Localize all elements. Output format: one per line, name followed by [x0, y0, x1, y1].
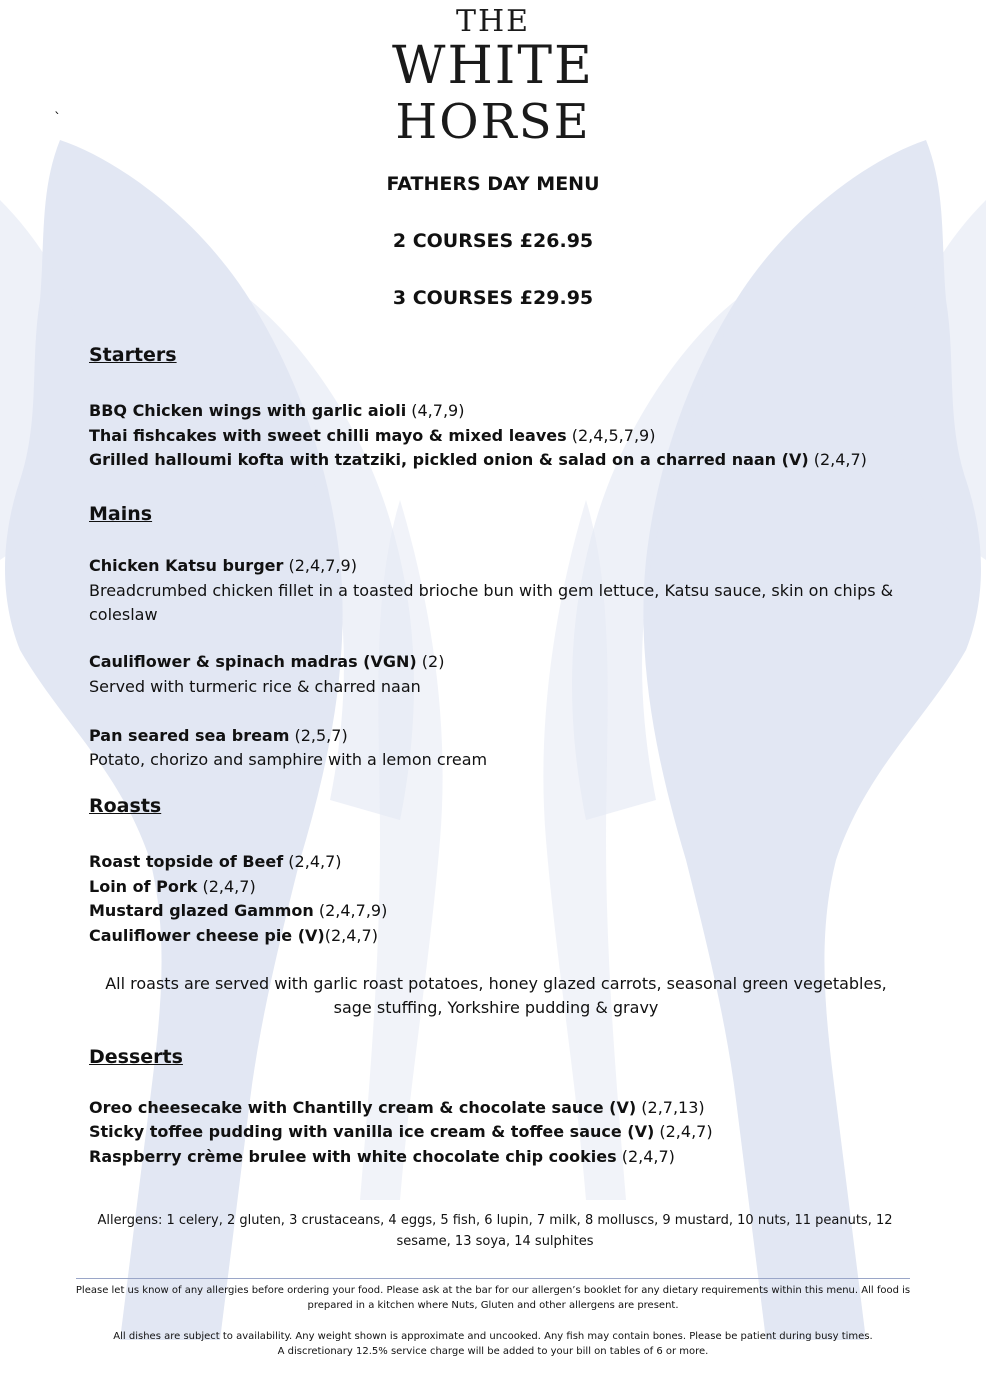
menu-title: FATHERS DAY MENU	[386, 173, 600, 195]
item-name: Cauliflower cheese pie (V)	[89, 926, 325, 945]
roasts-note: All roasts are served with garlic roast potatoes, honey glazed carrots, seasonal green vegetables, sage stuffing, Yorkshire pudding & gravy	[105, 974, 887, 1017]
item-allergens: (2,4,7)	[197, 877, 256, 896]
service-charge-notice: A discretionary 12.5% service charge will be added to your bill on tables of 6 or more.	[277, 1346, 709, 1357]
item-description: Served with turmeric rice & charred naan	[89, 677, 421, 696]
item-name: Pan seared sea bream	[89, 726, 290, 745]
item-name: Mustard glazed Gammon	[89, 901, 314, 920]
section-heading-roasts: Roasts	[89, 795, 162, 817]
menu-item	[89, 650, 444, 674]
menu-item	[89, 424, 655, 448]
allergens-key: Allergens: 1 celery, 2 gluten, 3 crustaceans, 4 eggs, 5 fish, 6 lupin, 7 milk, 8 molluscs, 9 mustard, 10 nuts, 11 peanuts, 12 sesame, 13 soya, 14 sulphites	[97, 1213, 893, 1249]
section-heading-starters: Starters	[89, 344, 177, 366]
item-name: Loin of Pork	[89, 877, 198, 896]
item-name: Roast topside of Beef	[89, 852, 284, 871]
item-allergens: (4,7,9)	[406, 401, 465, 420]
section-heading-mains: Mains	[89, 503, 153, 525]
item-name: Sticky toffee pudding with vanilla ice cream & toffee sauce (V)	[89, 1122, 655, 1141]
item-name: Grilled halloumi kofta with tzatziki, pickled onion & salad on a charred naan (V)	[89, 450, 809, 469]
price-three-courses: 3 COURSES £29.95	[392, 287, 594, 309]
item-name: Chicken Katsu burger	[89, 556, 284, 575]
section-heading-desserts: Desserts	[89, 1046, 183, 1068]
availability-notice: All dishes are subject to availability. Any weight shown is approximate and uncooked. Any fish may contain bones. Please be patient during busy times.	[113, 1331, 873, 1342]
menu-item	[89, 1120, 713, 1144]
menu-item	[89, 850, 342, 874]
item-description: Breadcrumbed chicken fillet in a toasted brioche bun with gem lettuce, Katsu sauce, skin on chips & coleslaw	[89, 581, 894, 624]
item-name: Thai fishcakes with sweet chilli mayo & mixed leaves	[89, 426, 567, 445]
allergy-notice: Please let us know of any allergies before ordering your food. Please ask at the bar for our allergen’s booklet for any dietary requirements within this menu. All food is prepared in a kitchen where Nuts, Gluten and other allergens are present.	[75, 1285, 911, 1311]
item-name: Cauliflower & spinach madras (VGN)	[89, 652, 417, 671]
menu-item	[89, 924, 378, 948]
logo-line-the: THE	[455, 4, 531, 39]
menu-item	[89, 399, 464, 423]
item-allergens: (2,4,7,9)	[283, 556, 357, 575]
price-two-courses: 2 COURSES £26.95	[392, 230, 594, 252]
item-name: BBQ Chicken wings with garlic aioli	[89, 401, 407, 420]
item-allergens: (2,5,7)	[289, 726, 348, 745]
menu-item	[89, 875, 256, 899]
menu-item	[89, 1096, 705, 1120]
item-allergens: (2,4,7)	[808, 450, 867, 469]
item-allergens: (2)	[416, 652, 445, 671]
logo-line-white: WHITE	[392, 36, 594, 96]
menu-item	[89, 1145, 675, 1169]
item-description: Potato, chorizo and samphire with a lemon cream	[89, 750, 488, 769]
item-name: Raspberry crème brulee with white chocolate chip cookies	[89, 1147, 617, 1166]
footer-divider	[76, 1278, 910, 1279]
item-allergens: (2,4,7,9)	[313, 901, 388, 920]
item-allergens: (2,7,13)	[636, 1098, 705, 1117]
menu-item	[89, 554, 357, 578]
item-allergens: (2,4,5,7,9)	[566, 426, 656, 445]
item-allergens: (2,4,7)	[283, 852, 342, 871]
logo-line-horse: HORSE	[395, 94, 591, 150]
item-name: Oreo cheesecake with Chantilly cream & chocolate sauce (V)	[89, 1098, 637, 1117]
menu-item	[89, 724, 348, 748]
item-allergens: (2,4,7)	[324, 926, 378, 945]
menu-item	[89, 899, 387, 923]
item-allergens: (2,4,7)	[654, 1122, 713, 1141]
item-allergens: (2,4,7)	[616, 1147, 675, 1166]
stray-mark: `	[54, 111, 61, 127]
menu-item	[89, 448, 867, 472]
